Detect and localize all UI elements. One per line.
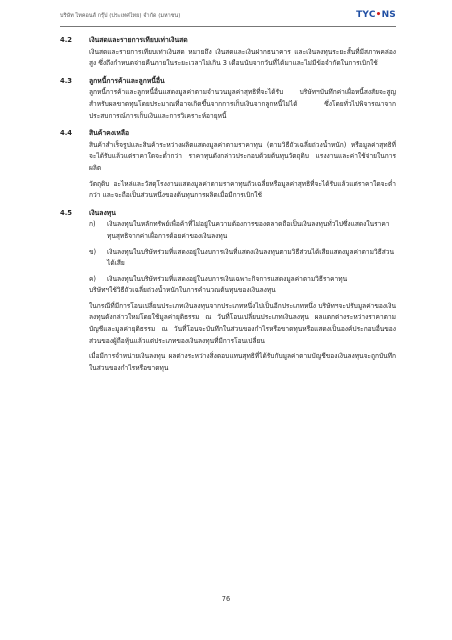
- section-title: สินค้าคงเหลือ: [89, 129, 130, 138]
- section-number: 4.3: [60, 76, 73, 85]
- list-marker: ก): [89, 220, 96, 229]
- section-title: ลูกหนี้การค้าและลูกหนี้อื่น: [89, 76, 165, 85]
- document-body: [60, 35, 396, 380]
- logo-dot-icon: •: [375, 10, 382, 20]
- section-number: 4.4: [60, 129, 73, 138]
- paragraph: วัตถุดิบ อะไหล่และวัสดุโรงงานแสดงมูลค่าตามราคาทุนถัวเฉลี่ยหรือมูลค่าสุทธิที่จะได้รับแล้วแต่ราคาใดจะต่ำกว่า และจะถือเป็นส่วนหนึ่งของต้นทุนการผลิตเมื่อมีการเบิกใช้: [89, 179, 396, 200]
- list-marker: ค): [89, 274, 96, 283]
- section-number: 4.5: [60, 208, 73, 217]
- section-title: เงินลงทุน: [89, 208, 116, 217]
- company-name: บริษัท ไทคอนส์ กรุ๊ป (ประเทศไทย) จำกัด (มหาชน): [60, 13, 181, 19]
- list-item-text: เงินลงทุนในบริษัทร่วมที่แสดงอยู่ในงบการเงินเฉพาะกิจการแสดงมูลค่าตามวิธีราคาทุน: [107, 274, 348, 283]
- paragraph: เมื่อมีการจำหน่ายเงินลงทุน ผลต่างระหว่างสิ่งตอบแทนสุทธิที่ได้รับกับมูลค่าตามบัญชีของเงินลงทุนจะถูกบันทึกในส่วนของกำไรหรือขาดทุน: [89, 352, 396, 372]
- logo-text-right: NS: [381, 10, 396, 20]
- tycons-logo: [356, 10, 396, 20]
- list-item: [89, 274, 396, 286]
- paragraph: ลูกหนี้การค้าและลูกหนี้อื่นแสดงมูลค่าตามจำนวนมูลค่าสุทธิที่จะได้รับ บริษัทฯบันทึกค่าเผื่อหนี้สงสัยจะสูญสำหรับผลขาดทุนโดยประมาณที่อาจเกิดขึ้นจากการเก็บเงินจากลูกหนี้ไม่ได้ ซึ่งโดยทั่วไปพิจารณาจากประสบการณ์การเก็บเงินและการวิเคราะห์อายุหนี้: [89, 88, 396, 120]
- paragraph: สินค้าสำเร็จรูปและสินค้าระหว่างผลิตแสดงมูลค่าตามราคาทุน (ตามวิธีถัวเฉลี่ยถ่วงน้ำหนัก) หรือมูลค่าสุทธิที่จะได้รับแล้วแต่ราคาใดจะต่ำกว่า ราคาทุนดังกล่าวประกอบด้วยต้นทุนวัตถุดิบ แรงงานและค่าใช้จ่ายในการผลิต: [89, 140, 396, 172]
- section-number: 4.2: [60, 36, 73, 44]
- header-divider: [60, 26, 396, 27]
- list-item: [89, 219, 396, 242]
- section-receivables: [60, 76, 396, 122]
- list-item-text: เงินลงทุนในบริษัทร่วมที่แสดงอยู่ในงบการเงินที่แสดงเงินลงทุนตามวิธีส่วนได้เสียแสดงมูลค่าตามวิธีส่วนได้เสีย: [107, 247, 394, 268]
- section-investments: [60, 208, 396, 375]
- section-title: เงินสดและรายการเทียบเท่าเงินสด: [89, 36, 188, 44]
- paragraph: เงินสดและรายการเทียบเท่าเงินสด หมายถึง เงินสดและเงินฝากธนาคาร และเงินลงทุนระยะสั้นที่มีสภาพคล่องสูง ซึ่งถึงกำหนดจ่ายคืนภายในระยะเวลาไม่เกิน 3 เดือนนับจากวันที่ได้มาและไม่มีข้อจำกัดในการเบิกใช้: [89, 47, 396, 68]
- list-item: [89, 247, 396, 270]
- list-marker: ข): [89, 247, 97, 256]
- paragraph: ในกรณีที่มีการโอนเปลี่ยนประเภทเงินลงทุนจากประเภทหนึ่งไปเป็นอีกประเภทหนึ่ง บริษัทฯจะปรับมูลค่าของเงินลงทุนดังกล่าวใหม่โดยใช้มูลค่ายุติธรรม ณ วันที่โอนเปลี่ยนประเภทเงินลงทุน ผลแตกต่างระหว่างราคาตามบัญชีและมูลค่ายุติธรรม ณ วันที่โอนจะบันทึกในส่วนของกำไรหรือขาดทุนหรือแสดงเป็นองค์ประกอบอื่นของส่วนของผู้ถือหุ้นแล้วแต่ประเภทของเงินลงทุนที่มีการโอนเปลี่ยน: [89, 301, 396, 345]
- list-item-text: เงินลงทุนในหลักทรัพย์เพื่อค้าที่ไม่อยู่ในความต้องการของตลาดถือเป็นเงินลงทุนทั่วไปซึ่งแสดงในราคาทุนสุทธิจากค่าเผื่อการด้อยค่าของเงินลงทุน: [107, 220, 390, 240]
- page-header: [60, 10, 396, 24]
- section-cash: [60, 35, 396, 70]
- logo-text-left: TYC: [356, 10, 376, 20]
- section-inventories: [60, 128, 396, 202]
- page-number: 76: [221, 595, 231, 603]
- paragraph: บริษัทฯใช้วิธีถัวเฉลี่ยถ่วงน้ำหนักในการคำนวณต้นทุนของเงินลงทุน: [89, 286, 276, 295]
